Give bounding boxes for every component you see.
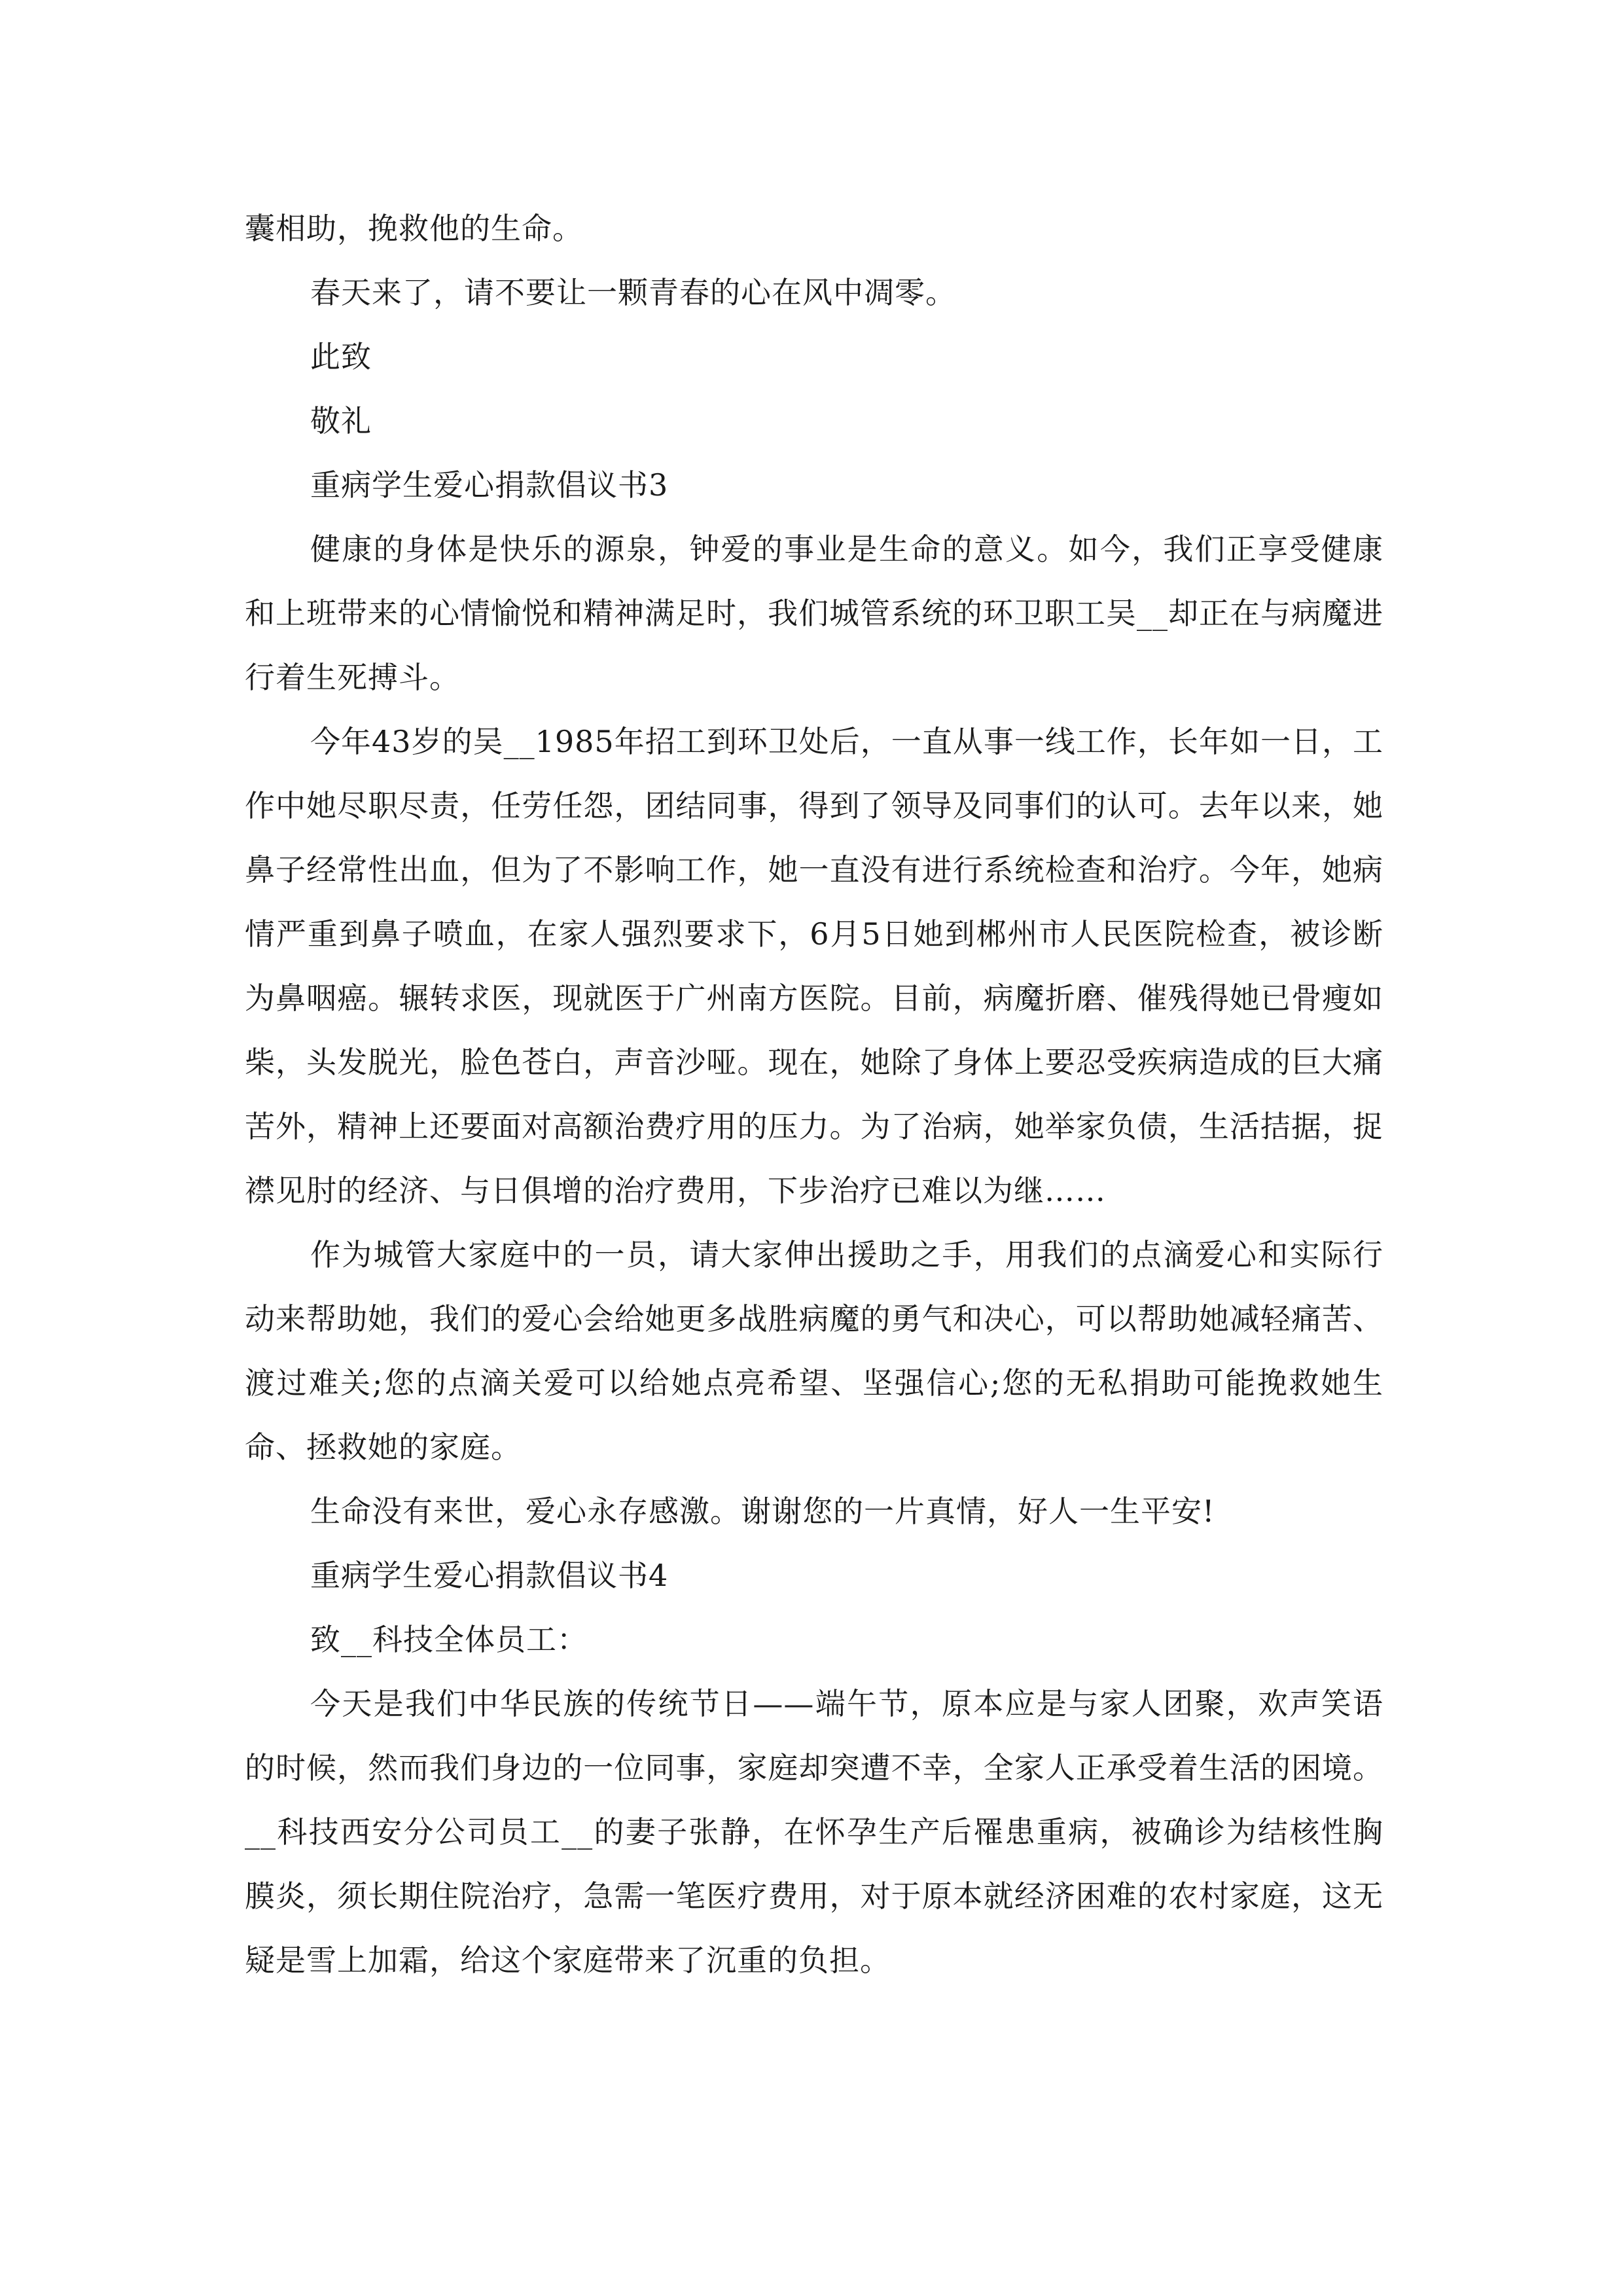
paragraph-patient-story: 今年43岁的吴__1985年招工到环卫处后，一直从事一线工作，长年如一日，工作中她尽职尽责，任劳任怨，团结同事，得到了领导及同事们的认可。去年以来，她鼻子经常性出血，但为了不影响工作，她一直没有进行系统检查和治疗。今年，她病情严重到鼻子喷血，在家人强烈要求下，6月5日她到郴州市人民医院检查，被诊断为鼻咽癌。辗转求医，现就医于广州南方医院。目前，病魔折磨、催残得她已骨瘦如柴，头发脱光，脸色苍白，声音沙哑。现在，她除了身体上要忍受疾病造成的巨大痛苦外，精神上还要面对高额治费疗用的压力。为了治病，她举家负债，生活拮据，捉襟见肘的经济、与日俱增的治疗费用，下步治疗已难以为继…… — [245, 724, 1383, 1208]
salutation-cizhi: 此致 — [310, 339, 372, 374]
greeting-staff: 致__科技全体员工： — [310, 1622, 588, 1657]
salutation-jingli: 敬礼 — [310, 403, 372, 439]
document-body — [245, 196, 1383, 1992]
paragraph-appeal: 作为城管大家庭中的一员，请大家伸出援助之手，用我们的点滴爱心和实际行动来帮助她，我们的爱心会给她更多战胜病魔的勇气和决心，可以帮助她减轻痛苦、渡过难关;您的点滴关爱可以给她点亮希望、坚强信心;您的无私捐助可能挽救她生命、拯救她的家庭。 — [245, 1237, 1383, 1465]
paragraph-dragon-boat: 今天是我们中华民族的传统节日——端午节，原本应是与家人团聚，欢声笑语的时候，然而我们身边的一位同事，家庭却突遭不幸，全家人正承受着生活的困境。__科技西安分公司员工__的妻子张静，在怀孕生产后罹患重病，被确诊为结核性胸膜炎，须长期住院治疗，急需一笔医疗费用，对于原本就经济困难的农村家庭，这无疑是雪上加霜，给这个家庭带来了沉重的负担。 — [245, 1686, 1383, 1978]
section-heading-4: 重病学生爱心捐款倡议书4 — [310, 1558, 669, 1593]
paragraph-spring: 春天来了，请不要让一颗青春的心在风中凋零。 — [310, 275, 956, 310]
paragraph-closing-fragment: 囊相助，挽救他的生命。 — [245, 211, 583, 246]
section-heading-3: 重病学生爱心捐款倡议书3 — [310, 467, 669, 503]
paragraph-health: 健康的身体是快乐的源泉，钟爱的事业是生命的意义。如今，我们正享受健康和上班带来的心情愉悦和精神满足时，我们城管系统的环卫职工吴__却正在与病魔进行着生死搏斗。 — [245, 531, 1383, 695]
paragraph-thanks: 生命没有来世，爱心永存感激。谢谢您的一片真情，好人一生平安! — [310, 1494, 1215, 1529]
